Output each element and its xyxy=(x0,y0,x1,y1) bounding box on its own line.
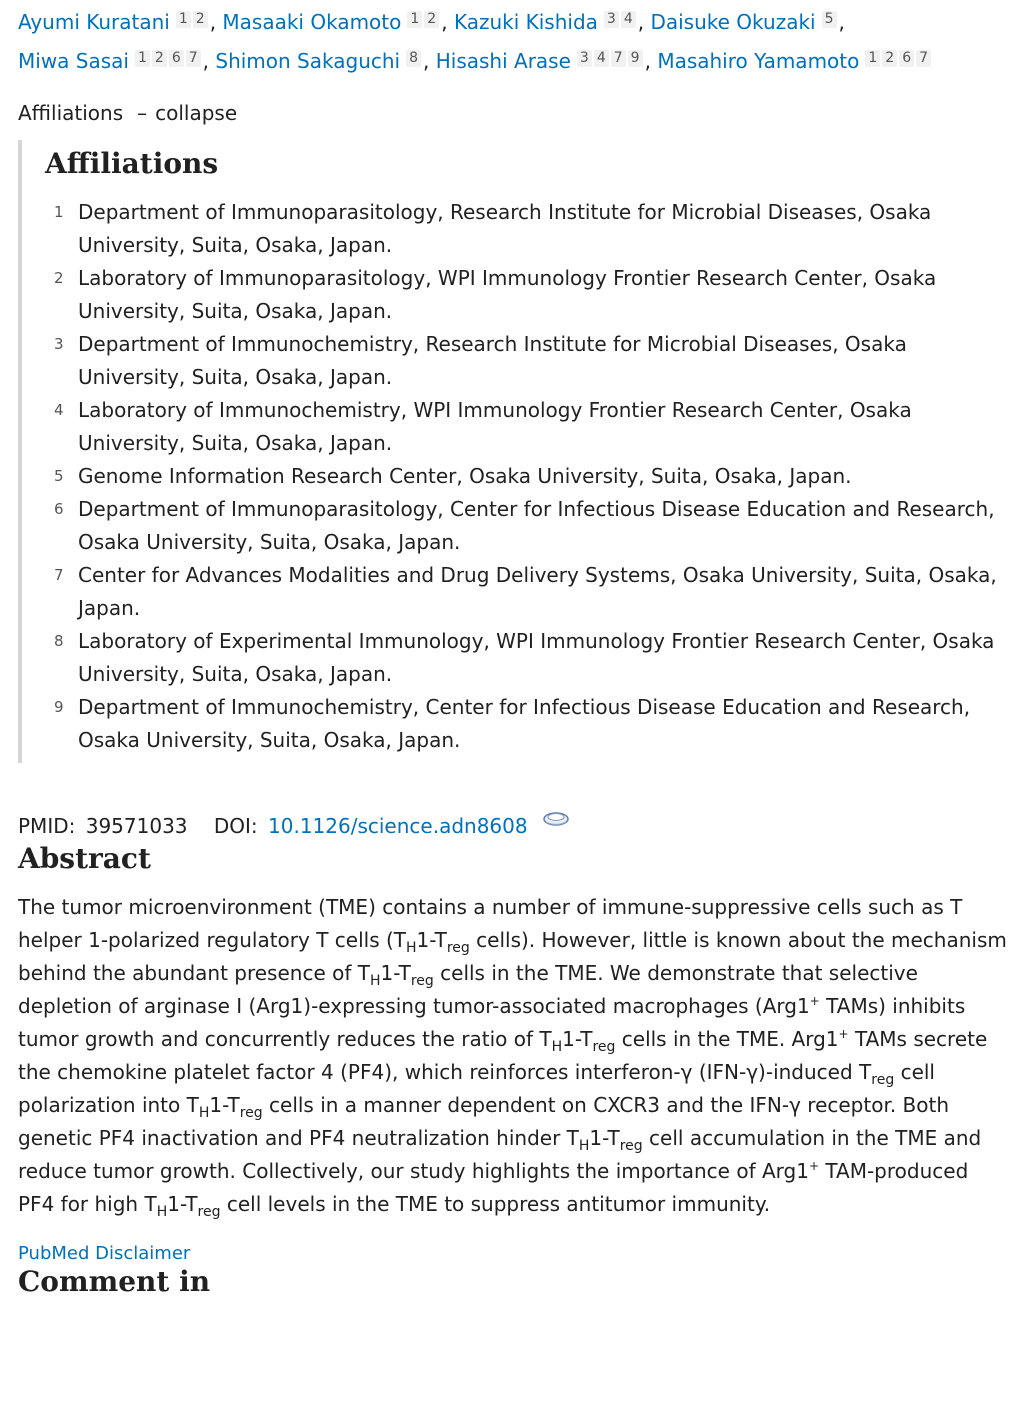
abstract-segment: 1-T xyxy=(209,1093,240,1117)
affiliations-panel xyxy=(18,140,1010,763)
affiliation-ref-link[interactable]: 5 xyxy=(822,11,837,28)
affiliation-ref-link[interactable]: 3 xyxy=(577,50,592,67)
affiliation-text: Department of Immunoparasitology, Center for Infectious Disease Education and Research, Osaka University, Suita, Osaka, Japan. xyxy=(78,497,995,554)
affiliation-ref-link[interactable]: 1 xyxy=(135,50,150,67)
doi-label: DOI: xyxy=(213,814,258,838)
affiliation-item xyxy=(45,328,1010,394)
abstract-subscript: reg xyxy=(592,1039,616,1055)
abstract-segment: TAM-produced PF4 for high T xyxy=(18,1159,969,1216)
abstract-segment: TAMs secrete the chemokine platelet factor 4 (PF4), which reinforces interferon-γ (IFN-γ)-induced T xyxy=(18,1027,988,1084)
affiliation-ref-link[interactable]: 7 xyxy=(186,50,201,67)
collapse-dash-icon[interactable]: – xyxy=(137,101,148,125)
abstract-segment: TAMs) inhibits tumor growth and concurrently reduces the ratio of T xyxy=(18,994,966,1051)
abstract-segment: 1-T xyxy=(416,928,447,952)
affiliation-ref-link[interactable]: 6 xyxy=(899,50,914,67)
affiliation-text: Genome Information Research Center, Osaka University, Suita, Osaka, Japan. xyxy=(78,464,852,488)
abstract-heading: Abstract xyxy=(18,842,151,875)
author-separator: , xyxy=(644,49,658,73)
abstract-subscript: reg xyxy=(446,940,470,956)
affiliation-number: 1 xyxy=(54,203,64,221)
abstract-subscript: H xyxy=(369,973,381,989)
affiliation-item xyxy=(45,196,1010,262)
author-name-link[interactable]: Miwa Sasai xyxy=(18,49,129,73)
author-item xyxy=(454,10,638,34)
author-item xyxy=(18,10,210,34)
affiliations-collapse-label[interactable]: collapse xyxy=(155,101,238,125)
affiliation-text: Department of Immunochemistry, Research Institute for Microbial Diseases, Osaka University, Suita, Osaka, Japan. xyxy=(78,332,907,389)
affiliations-toggle-label[interactable]: Affiliations xyxy=(18,101,124,125)
affiliation-text: Department of Immunoparasitology, Research Institute for Microbial Diseases, Osaka University, Suita, Osaka, Japan. xyxy=(78,200,932,257)
author-name-link[interactable]: Kazuki Kishida xyxy=(453,10,598,34)
doi-link[interactable]: 10.1126/science.adn8608 xyxy=(268,814,528,838)
abstract-segment: cell levels in the TME to suppress antitumor immunity. xyxy=(220,1192,771,1216)
affiliation-number: 4 xyxy=(54,401,64,419)
author-affiliation-refs xyxy=(135,39,203,72)
abstract-segment: cell accumulation in the TME and reduce tumor growth. Collectively, our study highlights the importance of Arg1 xyxy=(18,1126,982,1183)
affiliation-item xyxy=(45,559,1010,625)
author-affiliation-refs xyxy=(822,0,839,33)
affiliations-toggle[interactable] xyxy=(18,98,1009,128)
abstract-segment: The tumor microenvironment (TME) contains a number of immune-suppressive cells such as T helper 1-polarized regulatory T cells (T xyxy=(18,895,963,952)
affiliation-ref-link[interactable]: 4 xyxy=(621,11,636,28)
author-item xyxy=(650,10,838,34)
abstract-subscript: reg xyxy=(871,1072,895,1088)
author-name-link[interactable]: Ayumi Kuratani xyxy=(18,10,170,34)
author-item xyxy=(222,10,441,34)
affiliations-list xyxy=(45,196,1010,757)
affiliation-ref-link[interactable]: 6 xyxy=(169,50,184,67)
affiliation-ref-link[interactable]: 9 xyxy=(628,50,643,67)
abstract-segment: 1-T xyxy=(167,1192,198,1216)
author-name-link[interactable]: Masahiro Yamamoto xyxy=(657,49,860,73)
abstract-segment: 1-T xyxy=(380,961,411,985)
author-item xyxy=(215,49,423,73)
affiliation-ref-link[interactable]: 7 xyxy=(611,50,626,67)
affiliation-ref-link[interactable]: 2 xyxy=(882,50,897,67)
abstract-subscript: H xyxy=(156,1204,168,1220)
abstract-segment: cell polarization into T xyxy=(18,1060,935,1117)
identifiers-line xyxy=(18,807,1009,841)
affiliations-heading: Affiliations xyxy=(45,147,219,180)
abstract-subscript: H xyxy=(578,1138,590,1154)
affiliation-text: Center for Advances Modalities and Drug Delivery Systems, Osaka University, Suita, Osaka, Japan. xyxy=(78,563,997,620)
author-list: Ayumi Kuratani 1 2 , Masaaki Okamoto 1 2 , Kazuki Kishida 3 4 , Daisuke Okuzaki 5 , Miwa Sasai 1 2 6 7 , Shimon Sakaguchi 8 , Hisashi Arase 3 4 7 9 , Masahiro Yamamoto 1 2 6 7 xyxy=(18,0,1009,78)
author-affiliation-refs xyxy=(176,0,210,33)
affiliation-number: 8 xyxy=(54,632,64,650)
pmid-value: 39571033 xyxy=(85,814,188,838)
abstract-segment: cells in the TME. Arg1 xyxy=(615,1027,839,1051)
abstract-segment: cells in a manner dependent on CXCR3 and the IFN-γ receptor. Both genetic PF4 inactivation and PF4 neutralization hinder T xyxy=(18,1093,950,1150)
affiliation-item xyxy=(45,691,1010,757)
abstract-supscript: + xyxy=(808,1159,819,1173)
author-affiliation-refs xyxy=(577,39,645,72)
author-separator: , xyxy=(441,10,454,34)
affiliation-ref-link[interactable]: 2 xyxy=(193,11,208,28)
affiliation-item xyxy=(45,493,1010,559)
affiliation-ref-link[interactable]: 1 xyxy=(865,50,880,67)
author-affiliation-refs xyxy=(406,39,423,72)
abstract-subscript: reg xyxy=(410,973,434,989)
author-separator: , xyxy=(209,10,223,34)
author-item xyxy=(436,49,645,73)
abstract-supscript: + xyxy=(809,994,820,1008)
author-separator: , xyxy=(637,10,651,34)
affiliation-number: 7 xyxy=(54,566,64,584)
affiliation-item xyxy=(45,460,1010,493)
affiliation-ref-link[interactable]: 7 xyxy=(916,50,931,67)
affiliation-number: 3 xyxy=(54,335,64,353)
author-item xyxy=(657,49,933,73)
author-name-link[interactable]: Shimon Sakaguchi xyxy=(215,49,401,73)
affiliation-number: 2 xyxy=(54,269,64,287)
affiliation-item xyxy=(45,394,1010,460)
abstract-segment: 1-T xyxy=(589,1126,620,1150)
affiliation-item xyxy=(45,262,1010,328)
author-item xyxy=(18,49,203,73)
abstract-subscript: reg xyxy=(197,1204,221,1220)
abstract-subscript: reg xyxy=(619,1138,643,1154)
abstract-subscript: reg xyxy=(239,1105,263,1121)
external-link-icon[interactable] xyxy=(542,807,570,837)
abstract-segment: 1-T xyxy=(562,1027,593,1051)
affiliation-ref-link[interactable]: 8 xyxy=(406,50,421,67)
affiliation-item xyxy=(45,625,1010,691)
abstract-subscript: H xyxy=(198,1105,210,1121)
affiliation-ref-link[interactable]: 1 xyxy=(407,11,422,28)
affiliation-text: Laboratory of Immunoparasitology, WPI Immunology Frontier Research Center, Osaka University, Suita, Osaka, Japan. xyxy=(78,266,937,323)
author-name-link[interactable]: Daisuke Okuzaki xyxy=(650,10,816,34)
affiliation-text: Laboratory of Experimental Immunology, WPI Immunology Frontier Research Center, Osaka University, Suita, Osaka, Japan. xyxy=(78,629,995,686)
author-affiliation-refs xyxy=(407,0,441,33)
author-name-link[interactable]: Hisashi Arase xyxy=(435,49,571,73)
affiliation-ref-link[interactable]: 1 xyxy=(176,11,191,28)
author-name-link[interactable]: Masaaki Okamoto xyxy=(222,10,402,34)
pmid-label: PMID: xyxy=(18,814,76,838)
author-affiliation-refs xyxy=(865,39,933,72)
affiliation-number: 9 xyxy=(54,698,64,716)
affiliation-text: Department of Immunochemistry, Center for Infectious Disease Education and Research, Osaka University, Suita, Osaka, Japan. xyxy=(78,695,971,752)
abstract-segment: cells). However, little is known about the mechanism behind the abundant presence of T xyxy=(18,928,1007,985)
abstract-text xyxy=(18,891,1008,1221)
author-separator: , xyxy=(202,49,216,73)
affiliation-number: 5 xyxy=(54,467,64,485)
comment-in-heading: Comment in xyxy=(18,1265,211,1298)
affiliation-text: Laboratory of Immunochemistry, WPI Immunology Frontier Research Center, Osaka University, Suita, Osaka, Japan. xyxy=(78,398,912,455)
affiliation-ref-link[interactable]: 3 xyxy=(604,11,619,28)
author-separator: , xyxy=(423,49,436,73)
abstract-segment: cells in the TME. We demonstrate that selective depletion of arginase I (Arg1)-expressing tumor-associated macrophages (Arg1 xyxy=(18,961,918,1018)
abstract-subscript: H xyxy=(406,940,417,956)
affiliation-ref-link[interactable]: 2 xyxy=(424,11,439,28)
affiliation-number: 6 xyxy=(54,500,64,518)
abstract-subscript: H xyxy=(551,1039,563,1055)
affiliation-ref-link[interactable]: 2 xyxy=(152,50,167,67)
pubmed-disclaimer-link[interactable]: PubMed Disclaimer xyxy=(18,1243,191,1264)
author-affiliation-refs xyxy=(604,0,638,33)
affiliation-ref-link[interactable]: 4 xyxy=(594,50,609,67)
abstract-supscript: + xyxy=(838,1027,849,1041)
